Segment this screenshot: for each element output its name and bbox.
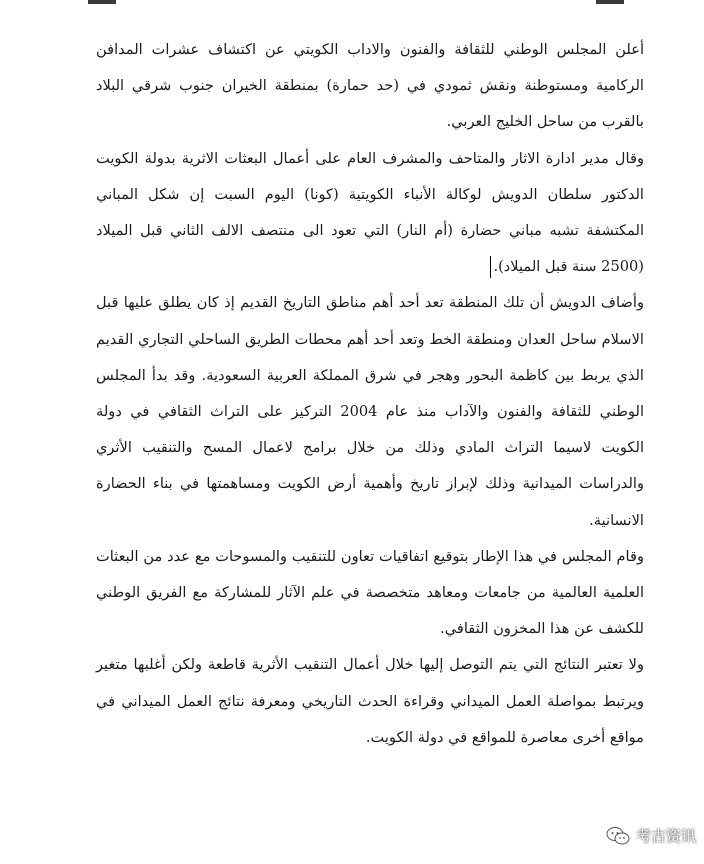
- watermark-label: 考古资讯: [635, 827, 696, 845]
- paragraph-2: [96, 141, 644, 286]
- paragraph-2-text: وقال مدير ادارة الاثار والمتاحف والمشرف العام على أعمال البعثات الاثرية بدولة الكويت الدكتور سلطان الدويش لوكالة الأنباء الكويتية (كونا) اليوم السبت إن شكل المباني المكتشفة تشبه مباني حضارة (أم النار) التي تعود الى منتصف الالف الثاني قبل الميلاد (2500 سنة قبل الميلاد).: [96, 149, 644, 276]
- paragraph-1: أعلن المجلس الوطني للثقافة والفنون والاداب الكويتي عن اكتشاف عشرات المدافن الركامية ومستوطنة ونقش ثمودي في (حد حمارة) بمنطقة الخيران جنوب شرقي البلاد بالقرب من ساحل الخليج العربي.: [96, 41, 644, 131]
- paragraph-3: وأضاف الدويش أن تلك المنطقة تعد أحد أهم مناطق التاريخ القديم إذ كان يطلق عليها قبل الاسلام ساحل العدان ومنطقة الخط وتعد أحد أهم محطات الطريق الساحلي التجاري القديم الذي يربط بين كاظمة البحور وهجر في شرق المملكة العربية السعودية. وقد بدأ المجلس الوطني للثقافة والفنون والآداب منذ عام 2004 التركيز على التراث الثقافي في دولة الكويت لاسيما التراث المادي وذلك من خلال برامج لاعمال المسح والتنقيب الأثري والدراسات الميدانية وذلك لإبراز تاريخ وأهمية أرض الكويت ومساهمتها في بناء الحضارة الانسانية.: [96, 294, 644, 529]
- paragraph-5: ولا تعتبر النتائج التي يتم التوصل إليها خلال أعمال التنقيب الأثرية قاطعة ولكن أغلبها متغير ويرتبط بمواصلة العمل الميداني وقراءة الحدث التاريخي ومعرفة نتائج العمل الميداني في مواقع أخرى معاصرة للمواقع في دولة الكويت.: [96, 656, 644, 746]
- page-corner-right: [596, 0, 624, 4]
- paragraph-4: وقام المجلس في هذا الإطار بتوقيع اتفاقيات تعاون للتنقيب والمسوحات مع عدد من البعثات العلمية العالمية من جامعات ومعاهد متخصصة في علم الآثار للمشاركة مع الفريق الوطني للكشف عن هذا المخزون الثقافي.: [96, 547, 644, 638]
- wechat-icon: [606, 826, 630, 846]
- page-corner-left: [88, 0, 116, 4]
- document-body[interactable]: [96, 32, 644, 756]
- watermark: [606, 825, 696, 846]
- text-cursor: [490, 256, 491, 278]
